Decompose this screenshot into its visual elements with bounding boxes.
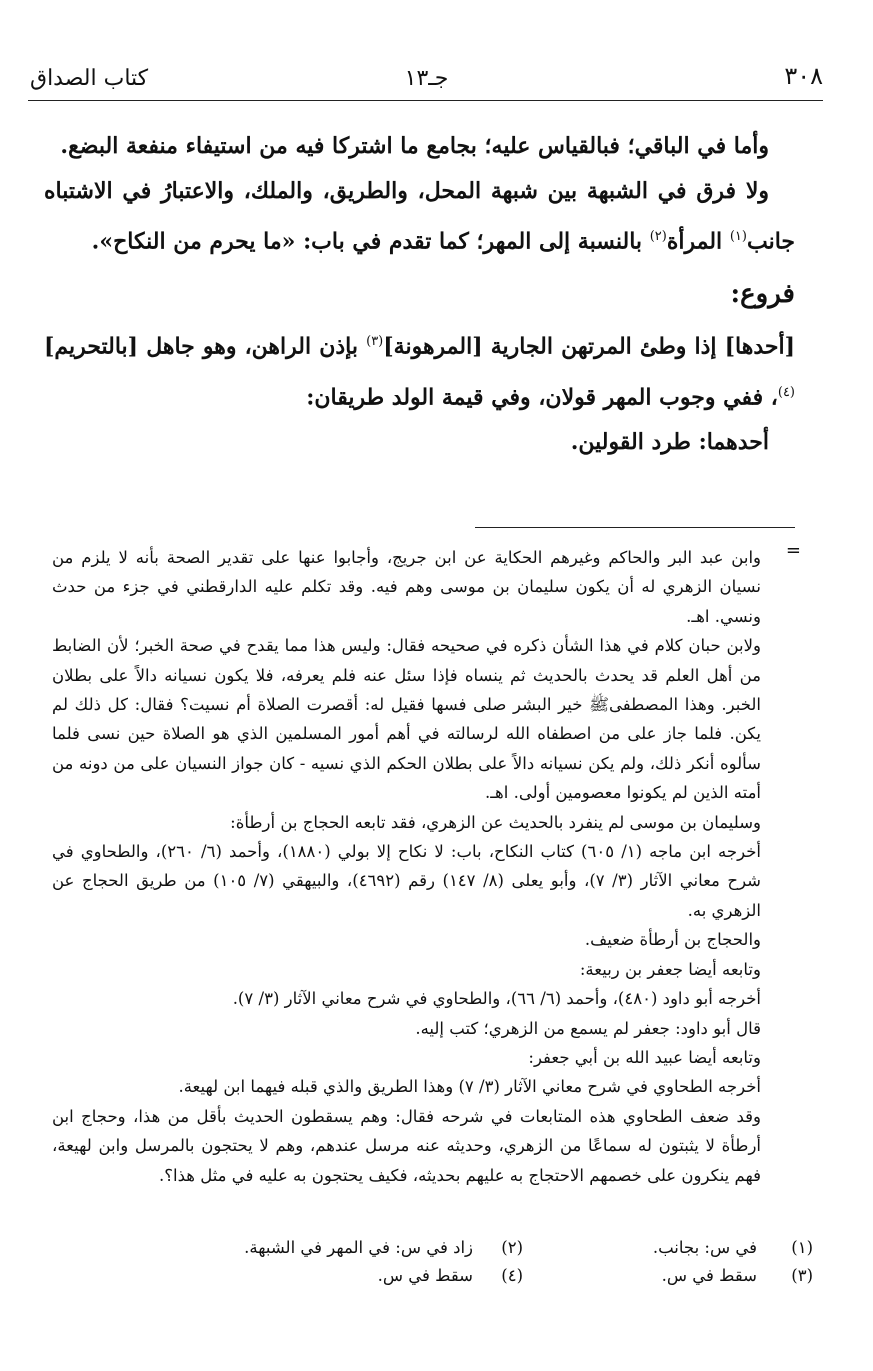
- p3-part-b: بإذن الراهن، وهو جاهل [بالتحريم]: [44, 333, 367, 360]
- footnote-text: سقط في س.: [661, 1266, 757, 1285]
- paragraph-2: [44, 169, 795, 264]
- header-rule: [28, 100, 823, 101]
- footnote-number: (٤): [501, 1266, 523, 1285]
- p2-part-b: المرأة: [666, 228, 730, 255]
- footnote-line: وتابعه أيضا جعفر بن ربيعة:: [579, 959, 761, 979]
- page-number: ٣٠٨: [784, 62, 823, 90]
- book-title: كتاب الصداق: [30, 66, 149, 91]
- footnote-text: سقط في س.: [377, 1266, 473, 1285]
- p2-part-a: ولا فرق في الشبهة بين شبهة المحل، والطريق، والملك، والاعتبارُ في الاشتباه جانب: [44, 178, 795, 255]
- footnote-line: ولابن حبان كلام في هذا الشأن ذكره في صحيحه فقال: وليس هذا مما يقدح في صحة الخبر؛ لأن الضابط من أهل العلم قد يحدث بالحديث ثم ينساه فإذا سئل عنه فلم يعرفه، فلا يكون نسيانه دالاً على بطلان الخبر. وهذا المصطفىﷺ خير البشر صلى فسها فقيل له: أقصرت الصلاة أم نسيت؟ فقال: كل ذلك لم يكن. فلما جاز على من اصطفاه الله لرسالته في أهم أمور المسلمين الذي هو الصلاة حين نسى فلما سألوه أنكر ذلك، ولم يكن نسيانه دالاً على بطلان الحكم الذي نسيه - كان جواز النسيان على من دونه من أمته الذين لم يكونوا معصومين أولى. اهـ.: [52, 636, 761, 803]
- footnote-line: وابن عبد البر والحاكم وغيرهم الحكاية عن ابن جريج، وأجابوا عنها على تقدير الصحة بأنه لا يلزم من نسيان الزهري له أن يكون سليمان بن موسى وهم فيه. وقد تكلم عليه الدارقطني في جزء من حدث ونسي. اهـ.: [52, 548, 761, 626]
- footnote-ref-1: (١): [729, 229, 747, 244]
- paragraph-4: أحدهما: طرد القولين.: [570, 428, 769, 455]
- section-heading: فروع:: [730, 279, 795, 310]
- footnote-row-2: [150, 1266, 813, 1292]
- footnote-ref-2: (٢): [649, 229, 667, 244]
- p3-part-c: ، ففي وجوب المهر قولان، وفي قيمة الولد طريقان:: [306, 383, 778, 410]
- page-header: [30, 62, 823, 102]
- footnote-line: قال أبو داود: جعفر لم يسمع من الزهري؛ كتب إليه.: [415, 1018, 761, 1038]
- footnote-row-1: [150, 1238, 813, 1264]
- footnote-line: والحجاج بن أرطأة ضعيف.: [584, 930, 761, 950]
- continuation-mark: =: [785, 540, 801, 561]
- footnote-number: (١): [791, 1238, 813, 1257]
- paragraph-3: [44, 319, 795, 420]
- footnote-line: وقد ضعف الطحاوي هذه المتابعات في شرحه فقال: وهم يسقطون الحديث بأقل من هذا، وحجاج ابن أرطأة لا يثبتون له سماعًا من الزهري، وحديثه عنه مرسل عندهم، وهم لا يحتجون بالمرسل وابن لهيعة، فهم ينكرون على خصمهم الاحتجاج به عليهم بحديثه، فكيف يحتجون به عليه في مثل هذا؟.: [52, 1106, 761, 1185]
- footnote-line: أخرجه الطحاوي في شرح معاني الآثار (٣/ ٧) وهذا الطريق والذي قبله فيهما ابن لهيعة.: [178, 1077, 761, 1097]
- p3-part-a: [أحدها] إذا وطئ المرتهن الجارية [المرهونة]: [383, 333, 795, 360]
- footnote-number: (٣): [791, 1266, 813, 1285]
- main-text: [44, 124, 795, 465]
- footnote-line: وسليمان بن موسى لم ينفرد بالحديث عن الزهري، فقد تابعه الحجاج بن أرطأة:: [230, 812, 761, 832]
- footnote-line: أخرجه ابن ماجه (١/ ٦٠٥) كتاب النكاح، باب: لا نكاح إلا بولي (١٨٨٠)، وأحمد (٦/ ٢٦٠)، والطحاوي في شرح معاني الآثار (٣/ ٧)، وأبو يعلى (٨/ ١٤٧) رقم (٤٦٩٢)، والبيهقي (٧/ ١٠٥) من طريق الحجاج عن الزهري به.: [52, 842, 762, 920]
- footnote-line: أخرجه أبو داود (٤٨٠)، وأحمد (٦/ ٦٦)، والطحاوي في شرح معاني الآثار (٣/ ٧).: [232, 989, 761, 1009]
- footnote-line: وتابعه أيضا عبيد الله بن أبي جعفر:: [528, 1047, 761, 1067]
- footnote-number: (٢): [501, 1238, 523, 1257]
- footnote-separator: [475, 527, 795, 528]
- footnote-body: [52, 543, 761, 1190]
- footnote-text: زاد في س: في المهر في الشبهة.: [244, 1238, 473, 1257]
- footnote-ref-3: (٣): [366, 334, 384, 350]
- p2-part-c: بالنسبة إلى المهر؛ كما تقدم في باب: «ما يحرم من النكاح».: [91, 228, 650, 255]
- paragraph-1: وأما في الباقي؛ فبالقياس عليه؛ بجامع ما اشتركا فيه من استيفاء منفعة البضع.: [60, 133, 769, 159]
- footnote-text: في س: بجانب.: [652, 1238, 757, 1257]
- footnote-ref-4: (٤): [777, 384, 795, 400]
- volume-label: جـ١٣: [404, 66, 449, 91]
